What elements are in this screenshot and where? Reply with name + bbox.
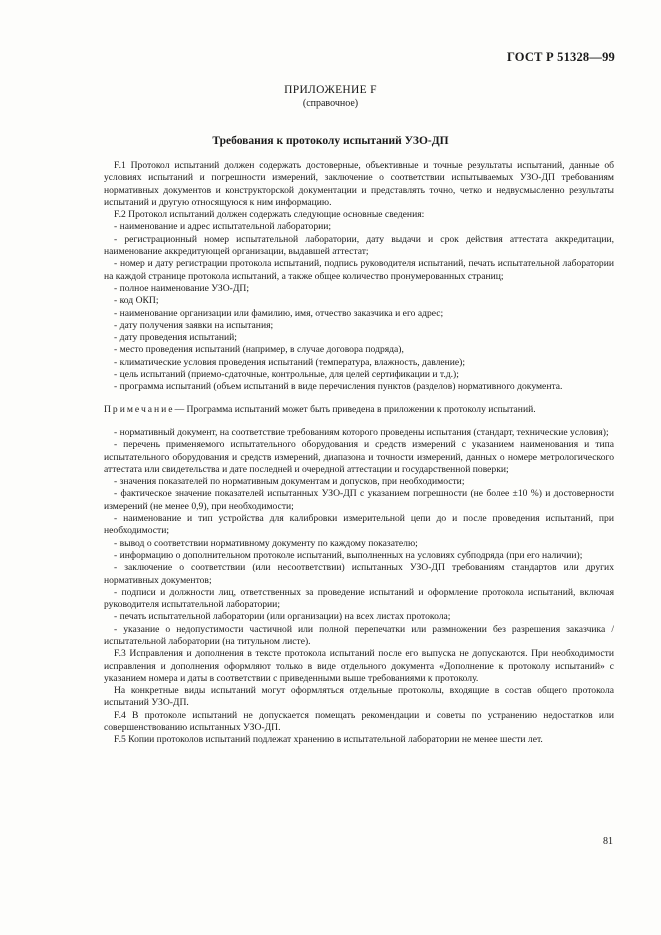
list-item: - климатические условия проведения испытаний (температура, влажность, давление);	[114, 356, 466, 368]
list-item: - программа испытаний (объем испытаний в виде перечисления пунктов (разделов) нормативного документа.	[114, 381, 563, 393]
paragraph-f1: F.1 Протокол испытаний должен содержать достоверные, объективные и точные результаты испытаний, данные об условиях испытаний и погрешности измерений, заключение о соответствии испытываемых УЗО-ДП требованиям нормативных документов и конструкторской документации и представлять точно, четко и недвусмысленно результаты испытаний и другую относящуюся к ним информацию.	[104, 160, 614, 208]
document-body	[104, 160, 614, 747]
list-item: - регистрационный номер испытательной лаборатории, дату выдачи и срок действия аттестата аккредитации, наименование аккредитующей организации, выдавшей аттестат;	[104, 233, 614, 258]
section-title: Требования к протоколу испытаний УЗО-ДП	[212, 135, 449, 147]
list-item: - номер и дату регистрации протокола испытаний, подпись руководителя испытаний, печать испытательной лаборатории на каждой странице протокола испытаний, а также общее количество пронумерованных страниц;	[104, 258, 614, 282]
note-text: — Программа испытаний может быть приведена в приложении к протоколу испытаний.	[174, 403, 536, 415]
list-item: - перечень применяемого испытательного оборудования и средств измерений с указанием наименования и типа испытательного оборудования и средств измерений, диапазона и точности измерений, данных о номере метрологического аттестата или свидетельства и дате последней и очередной аттестации и государственной поверки;	[104, 439, 614, 475]
paragraph-f5: F.5 Копии протоколов испытаний подлежат хранению в испытательной лаборатории не менее шести лет.	[114, 734, 543, 746]
list-item: - место проведения испытаний (например, в случае договора подряда),	[114, 344, 404, 356]
paragraph-f3: F.3 Исправления и дополнения в тексте протокола испытаний после его выпуска не допускаются. При необходимости исправления и дополнения оформляют только в виде отдельного документа «Дополнение к протоколу испытаний» с указанием номера и даты в соответствии с приведенными выше требованиями к протоколу.	[104, 648, 614, 684]
list-item: - код ОКП;	[114, 295, 159, 307]
list-item: - печать испытательной лаборатории (или организации) на всех листах протокола;	[114, 611, 451, 623]
paragraph-f3-continued: На конкретные виды испытаний могут оформляться отдельные протоколы, входящие в состав общего протокола испытаний УЗО-ДП.	[104, 685, 614, 709]
list-item: - наименование и тип устройства для калибровки измерительной цепи до и после проведения испытаний, при необходимости;	[104, 513, 614, 537]
document-header: ГОСТ Р 51328—99	[506, 50, 615, 64]
page-number: 81	[603, 836, 613, 847]
paragraph-f4: F.4 В протоколе испытаний не допускается помещать рекомендации и советы по устранению недостатков или совершенствованию испытанных УЗО-ДП.	[104, 709, 614, 734]
list-item: - нормативный документ, на соответствие требованиям которого проведены испытания (стандарт, технические условия);	[114, 426, 609, 438]
list-item: - фактическое значение показателей испытанных УЗО-ДП с указанием погрешности (не более ±10 %) и достоверности измерений (не менее 0,9), при необходимости;	[104, 488, 614, 512]
list-item: - дату проведения испытаний;	[114, 332, 237, 344]
list-item: - наименование организации или фамилию, имя, отчество заказчика и его адрес;	[114, 307, 444, 319]
list-item: - цель испытаний (приемо-сдаточные, контрольные, для целей сертификации и т.д.);	[114, 369, 459, 381]
note	[104, 404, 614, 416]
list-item: - информацию о дополнительном протоколе испытаний, выполненных на условиях субподряда (при его наличии);	[114, 549, 583, 561]
list-item: - вывод о соответствии нормативному документу по каждому показателю;	[114, 537, 418, 549]
list-item: - заключение о соответствии (или несоответствии) испытанных УЗО-ДП требованиям стандартов или других нормативных документов;	[104, 562, 614, 586]
list-item: - дату получения заявки на испытания;	[114, 319, 274, 331]
appendix-subtitle: (справочное)	[302, 98, 359, 109]
list-item: - указание о недопустимости частичной или полной перепечатки или размножении без разрешения заказчика / испытательной лаборатории (на титульном листе).	[104, 623, 614, 647]
list-item: - полное наименование УЗО-ДП;	[114, 282, 249, 294]
list-item: - подписи и должности лиц, ответственных за проведение испытаний и оформление протокола испытаний, включая руководителя испытательной лаборатории;	[104, 586, 614, 611]
appendix-title: ПРИЛОЖЕНИЕ F	[284, 84, 377, 96]
list-item: - наименование и адрес испытательной лаборатории;	[114, 221, 332, 233]
paragraph-f2: F.2 Протокол испытаний должен содержать следующие основные сведения:	[114, 209, 425, 221]
list-item: - значения показателей по нормативным документам и допусков, при необходимости;	[114, 476, 465, 488]
note-label: Примечание	[104, 403, 175, 415]
